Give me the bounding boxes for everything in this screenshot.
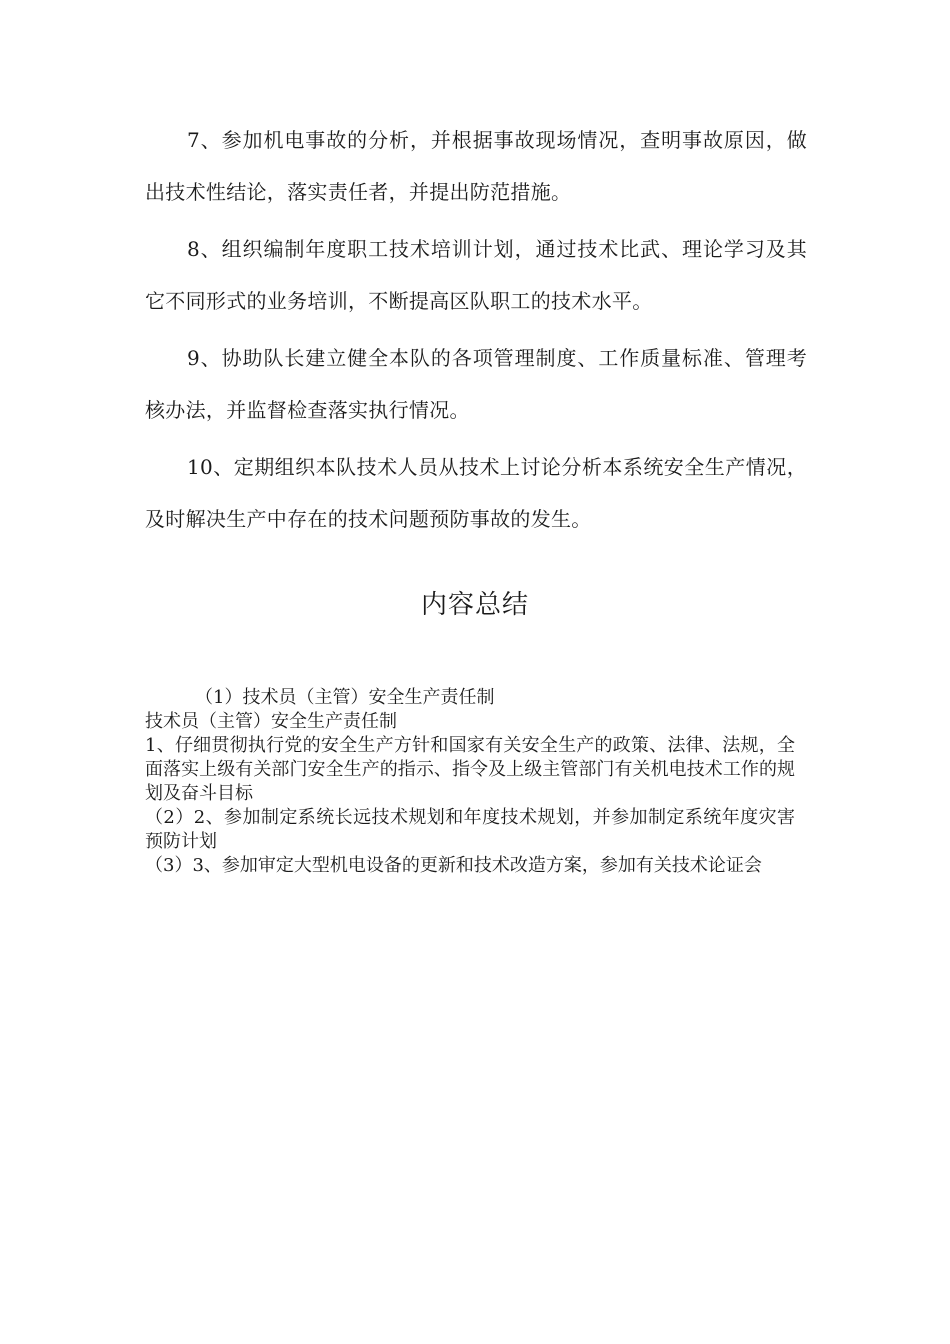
responsibility-item-8: 8、组织编制年度职工技术培训计划，通过技术比武、理论学习及其它不同形式的业务培训，不断提高区队职工的技术水平。 bbox=[145, 237, 807, 313]
responsibility-item-9: 9、协助队长建立健全本队的各项管理制度、工作质量标准、管理考核办法，并监督检查落实执行情况。 bbox=[145, 346, 807, 422]
summary-line-1: （1）技术员（主管）安全生产责任制 bbox=[195, 687, 495, 708]
summary-line-2: 技术员（主管）安全生产责任制 bbox=[145, 711, 397, 732]
responsibility-item-10: 10、定期组织本队技术人员从技术上讨论分析本系统安全生产情况，及时解决生产中存在的技术问题预防事故的发生。 bbox=[145, 455, 807, 531]
summary-section bbox=[145, 686, 795, 878]
summary-line-4: （2）2、参加制定系统长远技术规划和年度技术规划，并参加制定系统年度灾害预防计划 bbox=[145, 807, 795, 852]
summary-line-5: （3）3、参加审定大型机电设备的更新和技术改造方案，参加有关技术论证会 bbox=[145, 855, 762, 876]
responsibility-item-7: 7、参加机电事故的分析，并根据事故现场情况，查明事故原因，做出技术性结论，落实责任者，并提出防范措施。 bbox=[145, 128, 807, 204]
summary-line-3: 1、仔细贯彻执行党的安全生产方针和国家有关安全生产的政策、法律、法规，全面落实上级有关部门安全生产的指示、指令及上级主管部门有关机电技术工作的规划及奋斗目标 bbox=[145, 735, 795, 804]
responsibility-list bbox=[145, 114, 807, 550]
summary-heading: 内容总结 bbox=[420, 590, 529, 620]
